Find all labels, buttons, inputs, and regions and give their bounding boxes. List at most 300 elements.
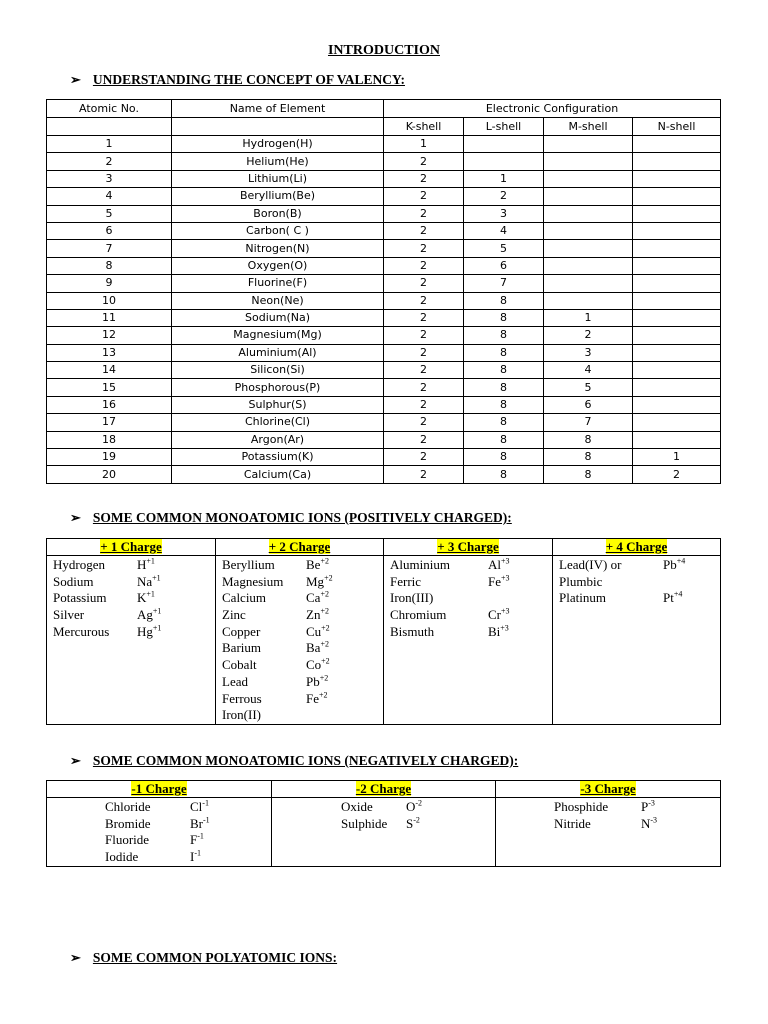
l-shell-cell: 8 (464, 379, 544, 396)
l-shell-cell: 2 (464, 188, 544, 205)
n-shell-cell (633, 362, 721, 379)
ion-symbol-base: Co (306, 657, 322, 673)
atomic-no-cell: 1 (47, 136, 172, 153)
k-shell-cell: 2 (384, 222, 464, 239)
ion-name: Bromide (105, 815, 151, 831)
ion-name: Sodium (53, 573, 94, 589)
ion-charge: +2 (321, 656, 330, 666)
ions-body-row (47, 556, 721, 725)
n-shell-cell: 2 (633, 466, 721, 483)
k-shell-cell: 2 (384, 396, 464, 413)
l-shell-cell (464, 136, 544, 153)
heading-text: SOME COMMON MONOATOMIC IONS (NEGATIVELY CHARGED): (92, 753, 519, 768)
table-row (47, 170, 721, 187)
ion-charge: +2 (319, 673, 329, 683)
n-shell-cell (633, 396, 721, 413)
ions-cell (47, 798, 272, 867)
ion-charge: -2 (415, 798, 423, 808)
table-row (47, 396, 721, 413)
list-item (216, 707, 383, 724)
element-name-cell: Nitrogen(N) (172, 240, 384, 257)
l-shell-cell: 8 (464, 431, 544, 448)
ion-symbol-base: Cl (190, 799, 203, 814)
table-header-row (47, 100, 721, 118)
ion-symbol (137, 624, 161, 641)
table-row (47, 327, 721, 344)
arrow-bullet-icon: ➢ (70, 753, 81, 768)
ion-symbol-base: Fe (488, 573, 501, 589)
m-shell-cell: 3 (544, 344, 633, 361)
heading-text: UNDERSTANDING THE CONCEPT OF VALENCY: (92, 72, 405, 87)
ion-symbol-base: Pb (663, 557, 677, 572)
m-shell-cell: 5 (544, 379, 633, 396)
ion-name: Iodide (105, 849, 139, 865)
ion-symbol-base: Hg (137, 623, 153, 639)
ion-charge: -1 (203, 815, 210, 825)
n-shell-cell (633, 205, 721, 222)
ion-symbol (306, 557, 329, 574)
section-heading-positive-ions (70, 510, 512, 526)
ion-name: Calcium (222, 590, 267, 606)
ion-charge: +1 (152, 573, 161, 583)
n-shell-cell (633, 153, 721, 170)
header-minus3-charge: -3 Charge (496, 781, 721, 798)
k-shell-cell: 2 (384, 170, 464, 187)
element-name-cell: Argon(Ar) (172, 431, 384, 448)
valency-table (46, 99, 721, 484)
k-shell-cell: 2 (384, 344, 464, 361)
k-shell-cell: 2 (384, 327, 464, 344)
k-shell-cell: 2 (384, 362, 464, 379)
n-shell-cell (633, 275, 721, 292)
ion-name: Aluminium (390, 557, 450, 572)
m-shell-cell (544, 257, 633, 274)
ion-name: Barium (222, 640, 261, 656)
table-row (47, 344, 721, 361)
ion-name: Copper (222, 623, 261, 639)
ions-header-row (47, 781, 721, 798)
l-shell-cell: 8 (464, 466, 544, 483)
ions-cell (553, 556, 721, 725)
element-name-cell: Fluorine(F) (172, 275, 384, 292)
header-plus2-charge: + 2 Charge (216, 539, 384, 556)
ion-name: Oxide (341, 799, 373, 814)
ion-charge: +2 (320, 556, 329, 566)
element-name-cell: Boron(B) (172, 205, 384, 222)
list-item (47, 832, 271, 849)
l-shell-cell (464, 153, 544, 170)
ion-symbol-base: O (406, 799, 416, 814)
ions-cell (496, 798, 721, 867)
element-name-cell: Hydrogen(H) (172, 136, 384, 153)
n-shell-cell (633, 222, 721, 239)
ion-charge: -2 (413, 815, 420, 825)
ion-symbol-base: Fe (306, 690, 319, 706)
m-shell-cell: 6 (544, 396, 633, 413)
ion-name: Nitride (554, 815, 591, 831)
n-shell-cell (633, 431, 721, 448)
ion-name: Lead (222, 673, 248, 689)
table-row (47, 205, 721, 222)
ions-cell (216, 556, 384, 725)
ion-charge: +3 (501, 606, 510, 616)
section-heading-valency (70, 72, 405, 88)
l-shell-cell: 8 (464, 362, 544, 379)
list-item (384, 557, 552, 574)
m-shell-cell (544, 153, 633, 170)
table-row (47, 362, 721, 379)
l-shell-cell: 8 (464, 309, 544, 326)
list-item (216, 657, 383, 674)
l-shell-cell: 8 (464, 344, 544, 361)
ion-name: Platinum (559, 590, 606, 606)
element-name-cell: Chlorine(Cl) (172, 414, 384, 431)
table-row (47, 153, 721, 170)
list-item (216, 557, 383, 574)
table-row (47, 188, 721, 205)
ion-charge: +2 (320, 640, 329, 650)
l-shell-cell: 6 (464, 257, 544, 274)
list-item (47, 590, 215, 607)
k-shell-cell: 2 (384, 431, 464, 448)
table-row (47, 379, 721, 396)
l-shell-cell: 4 (464, 222, 544, 239)
ion-name: Ferric (390, 573, 422, 589)
ion-charge: +3 (500, 623, 509, 633)
ion-symbol-base: Zn (306, 607, 321, 623)
ion-symbol (306, 674, 328, 691)
header-element-name: Name of Element (172, 100, 384, 118)
list-item (47, 557, 215, 574)
ion-name: Silver (53, 607, 85, 623)
l-shell-cell: 3 (464, 205, 544, 222)
m-shell-cell: 8 (544, 449, 633, 466)
ion-charge: +2 (320, 590, 329, 600)
positive-ions-table (46, 538, 721, 725)
l-shell-cell: 8 (464, 292, 544, 309)
header-plus4-charge: + 4 Charge (553, 539, 721, 556)
ion-symbol-base: N (641, 815, 651, 831)
list-item (553, 590, 720, 607)
ion-symbol (190, 849, 201, 866)
ion-name: Lead(IV) or (559, 557, 622, 572)
ion-symbol-base: Mg (306, 573, 325, 589)
ions-body-row (47, 798, 721, 867)
ion-name: Potassium (53, 590, 107, 606)
element-name-cell: Silicon(Si) (172, 362, 384, 379)
atomic-no-cell: 12 (47, 327, 172, 344)
ion-charge: -3 (650, 815, 658, 825)
element-name-cell: Sulphur(S) (172, 396, 384, 413)
header-atomic-no: Atomic No. (47, 100, 172, 118)
list-item (216, 574, 383, 591)
arrow-bullet-icon: ➢ (70, 510, 81, 525)
ion-name: Iron(II) (222, 707, 261, 723)
ion-name: Bismuth (390, 623, 435, 639)
header-minus1-charge: -1 Charge (47, 781, 272, 798)
k-shell-cell: 2 (384, 275, 464, 292)
ion-name: Phosphide (554, 799, 609, 814)
n-shell-cell (633, 292, 721, 309)
header-l-shell: L-shell (464, 118, 544, 136)
list-item (384, 624, 552, 641)
list-item (47, 607, 215, 624)
ion-name: Zinc (222, 607, 246, 623)
k-shell-cell: 2 (384, 449, 464, 466)
n-shell-cell (633, 257, 721, 274)
ion-symbol-base: Ca (306, 590, 321, 606)
arrow-bullet-icon: ➢ (70, 72, 81, 87)
header-blank (47, 118, 172, 136)
ion-charge: -1 (202, 798, 209, 808)
list-item (216, 607, 383, 624)
element-name-cell: Carbon( C ) (172, 222, 384, 239)
ion-charge: +2 (320, 606, 329, 616)
atomic-no-cell: 9 (47, 275, 172, 292)
table-row (47, 414, 721, 431)
n-shell-cell (633, 136, 721, 153)
l-shell-cell: 8 (464, 327, 544, 344)
table-row (47, 449, 721, 466)
list-item (496, 816, 720, 833)
k-shell-cell: 2 (384, 292, 464, 309)
section-heading-negative-ions (70, 753, 518, 769)
ion-symbol (641, 816, 657, 833)
table-row (47, 275, 721, 292)
k-shell-cell: 2 (384, 466, 464, 483)
ion-symbol-base: Be (306, 557, 321, 572)
header-blank (172, 118, 384, 136)
header-k-shell: K-shell (384, 118, 464, 136)
n-shell-cell (633, 344, 721, 361)
ion-name: Chromium (390, 607, 447, 623)
header-minus2-charge: -2 Charge (272, 781, 496, 798)
list-item (216, 640, 383, 657)
list-item (384, 574, 552, 591)
element-name-cell: Helium(He) (172, 153, 384, 170)
ion-symbol-base: H (137, 557, 147, 572)
m-shell-cell: 2 (544, 327, 633, 344)
n-shell-cell: 1 (633, 449, 721, 466)
ion-symbol-base: I (190, 849, 195, 865)
k-shell-cell: 2 (384, 414, 464, 431)
k-shell-cell: 2 (384, 153, 464, 170)
l-shell-cell: 7 (464, 275, 544, 292)
ion-name: Sulphide (341, 815, 388, 831)
atomic-no-cell: 15 (47, 379, 172, 396)
atomic-no-cell: 3 (47, 170, 172, 187)
list-item (384, 590, 552, 607)
ion-symbol (406, 799, 422, 816)
l-shell-cell: 8 (464, 414, 544, 431)
n-shell-cell (633, 379, 721, 396)
ion-name: Cobalt (222, 657, 257, 673)
ion-symbol (406, 816, 420, 833)
atomic-no-cell: 17 (47, 414, 172, 431)
element-name-cell: Beryllium(Be) (172, 188, 384, 205)
m-shell-cell (544, 136, 633, 153)
ion-name: Mercurous (53, 623, 110, 639)
ion-symbol-base: Br (190, 815, 203, 831)
atomic-no-cell: 13 (47, 344, 172, 361)
k-shell-cell: 2 (384, 205, 464, 222)
element-name-cell: Lithium(Li) (172, 170, 384, 187)
ion-symbol (306, 657, 330, 674)
page-title: INTRODUCTION (327, 43, 440, 58)
list-item (384, 607, 552, 624)
n-shell-cell (633, 414, 721, 431)
list-item (216, 590, 383, 607)
atomic-no-cell: 14 (47, 362, 172, 379)
list-item (47, 624, 215, 641)
table-row (47, 292, 721, 309)
atomic-no-cell: 8 (47, 257, 172, 274)
atomic-no-cell: 19 (47, 449, 172, 466)
m-shell-cell: 8 (544, 466, 633, 483)
l-shell-cell: 8 (464, 449, 544, 466)
element-name-cell: Oxygen(O) (172, 257, 384, 274)
atomic-no-cell: 6 (47, 222, 172, 239)
ion-symbol-base: Ba (306, 640, 321, 656)
ion-symbol-base: F (190, 832, 198, 848)
header-plus3-charge: + 3 Charge (384, 539, 553, 556)
list-item (216, 624, 383, 641)
element-name-cell: Aluminium(Al) (172, 344, 384, 361)
ion-charge: -1 (194, 848, 202, 858)
m-shell-cell (544, 188, 633, 205)
list-item (47, 849, 271, 866)
ion-symbol (488, 624, 509, 641)
ions-cell (384, 556, 553, 725)
ion-symbol (663, 590, 682, 607)
ions-header-row (47, 539, 721, 556)
ion-charge: +4 (673, 590, 683, 600)
ion-symbol (306, 691, 328, 708)
ion-symbol-base: Cr (488, 607, 501, 623)
heading-text: SOME COMMON MONOATOMIC IONS (POSITIVELY CHARGED): (92, 510, 512, 525)
table-row (47, 136, 721, 153)
ion-symbol (488, 574, 510, 591)
ion-symbol (306, 607, 329, 624)
ion-symbol-base: Na (137, 573, 153, 589)
n-shell-cell (633, 240, 721, 257)
ion-charge: +2 (321, 623, 330, 633)
m-shell-cell (544, 205, 633, 222)
ion-charge: +3 (501, 556, 510, 566)
section-heading-polyatomic-ions (70, 950, 337, 966)
atomic-no-cell: 16 (47, 396, 172, 413)
negative-ions-table (46, 780, 721, 867)
ion-symbol (306, 574, 333, 591)
k-shell-cell: 2 (384, 257, 464, 274)
atomic-no-cell: 4 (47, 188, 172, 205)
k-shell-cell: 1 (384, 136, 464, 153)
atomic-no-cell: 10 (47, 292, 172, 309)
m-shell-cell: 8 (544, 431, 633, 448)
k-shell-cell: 2 (384, 379, 464, 396)
ion-symbol (641, 799, 655, 816)
element-name-cell: Calcium(Ca) (172, 466, 384, 483)
ion-symbol (306, 590, 329, 607)
ion-charge: -1 (197, 832, 204, 842)
atomic-no-cell: 7 (47, 240, 172, 257)
list-item (216, 674, 383, 691)
ion-name: Plumbic (559, 573, 603, 589)
ion-charge: +1 (152, 606, 162, 616)
k-shell-cell: 2 (384, 240, 464, 257)
ion-charge: +3 (501, 573, 510, 583)
heading-text: SOME COMMON POLYATOMIC IONS: (92, 950, 338, 965)
ion-name: Chloride (105, 799, 151, 814)
list-item (272, 799, 495, 816)
ion-symbol-base: Pt (663, 590, 674, 606)
ion-symbol (190, 832, 204, 849)
ion-symbol-base: S (406, 815, 414, 831)
ion-symbol-base: Ag (137, 607, 153, 623)
atomic-no-cell: 18 (47, 431, 172, 448)
header-electronic-config: Electronic Configuration (384, 100, 721, 118)
l-shell-cell: 5 (464, 240, 544, 257)
l-shell-cell: 8 (464, 396, 544, 413)
ion-symbol-base: P (641, 799, 649, 814)
ions-cell (272, 798, 496, 867)
atomic-no-cell: 20 (47, 466, 172, 483)
table-row (47, 257, 721, 274)
atomic-no-cell: 11 (47, 309, 172, 326)
ion-symbol (137, 607, 161, 624)
ion-symbol (137, 574, 161, 591)
ion-symbol (190, 816, 210, 833)
ion-symbol-base: K (137, 590, 147, 606)
table-row (47, 222, 721, 239)
n-shell-cell (633, 309, 721, 326)
l-shell-cell: 1 (464, 170, 544, 187)
ion-symbol (306, 640, 329, 657)
element-name-cell: Sodium(Na) (172, 309, 384, 326)
ion-symbol (306, 624, 330, 641)
list-item (47, 574, 215, 591)
ion-symbol (190, 799, 209, 816)
atomic-no-cell: 2 (47, 153, 172, 170)
k-shell-cell: 2 (384, 309, 464, 326)
table-row (47, 240, 721, 257)
ion-charge: +2 (319, 690, 328, 700)
m-shell-cell: 4 (544, 362, 633, 379)
ions-cell (47, 556, 216, 725)
header-plus1-charge: + 1 Charge (47, 539, 216, 556)
ion-symbol (663, 557, 685, 574)
m-shell-cell (544, 275, 633, 292)
arrow-bullet-icon: ➢ (70, 950, 81, 965)
ion-symbol-base: Al (488, 557, 501, 572)
ion-name: Iron(III) (390, 590, 434, 606)
element-name-cell: Magnesium(Mg) (172, 327, 384, 344)
ion-symbol (137, 557, 155, 574)
ion-symbol-base: Cu (306, 623, 322, 639)
ion-name: Hydrogen (53, 557, 105, 572)
n-shell-cell (633, 188, 721, 205)
m-shell-cell (544, 222, 633, 239)
ion-symbol (488, 557, 510, 574)
table-row (47, 431, 721, 448)
ion-charge: +4 (676, 556, 686, 566)
element-name-cell: Neon(Ne) (172, 292, 384, 309)
ion-name: Magnesium (222, 573, 284, 589)
ion-charge: +1 (146, 590, 155, 600)
list-item (47, 816, 271, 833)
ion-charge: +1 (146, 556, 155, 566)
ion-charge: +1 (152, 623, 162, 633)
